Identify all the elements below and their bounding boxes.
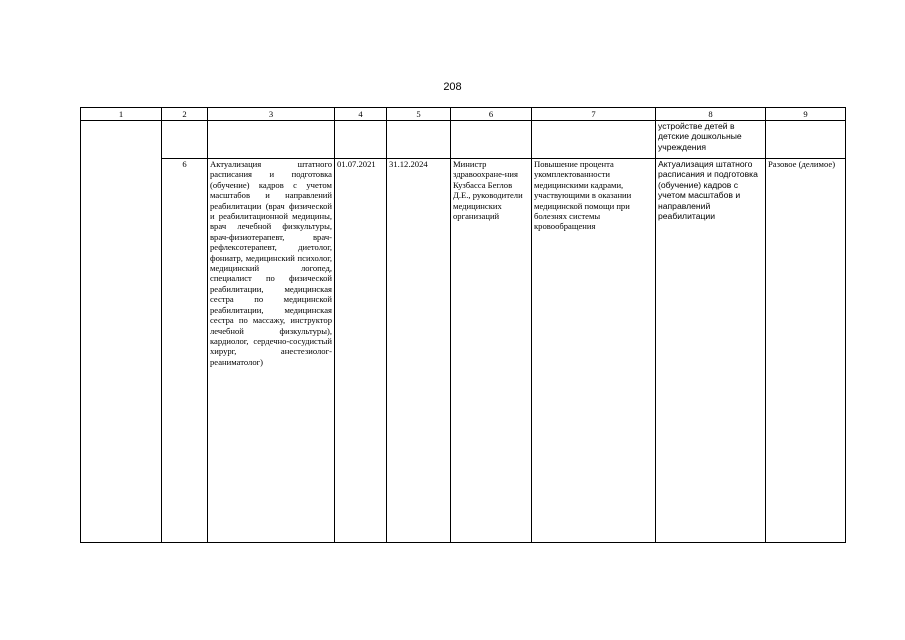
item-number: 6 [162,159,208,543]
frequency: Разовое (делимое) [766,159,846,543]
table-cell [208,121,335,159]
table-cell [162,121,208,159]
column-number: 4 [335,108,387,121]
start-date: 01.07.2021 [335,159,387,543]
table-row [81,159,846,543]
column-number: 8 [656,108,766,121]
table-cell [81,121,162,543]
table-cell [766,121,846,159]
column-number: 1 [81,108,162,121]
table-cell [387,121,451,159]
column-number: 5 [387,108,451,121]
responsible-persons: Министр здравоохране-ния Кузбасса Беглов Д.Е., руководители медицинских организаций [451,159,532,543]
result-continuation: устройстве детей в детские дошкольные учреждения [656,121,766,159]
result-description: Актуализация штатного расписания и подготовка (обучение) кадров с учетом масштабов и направлений реабилитации [656,159,766,543]
table-cell [451,121,532,159]
column-number: 7 [532,108,656,121]
table-cell [532,121,656,159]
end-date: 31.12.2024 [387,159,451,543]
column-number-row [81,108,846,121]
plan-table [80,107,846,543]
expected-outcome: Повышение процента укомплектованности медицинскими кадрами, участвующими в оказании медицинской помощи при болезнях системы кровообращения [532,159,656,543]
page-number: 208 [443,81,462,93]
column-number: 9 [766,108,846,121]
column-number: 6 [451,108,532,121]
continuation-row [81,121,846,159]
measure-description: Актуализация штатного расписания и подготовка (обучение) кадров с учетом масштабов и направлений реабилитации (врач физической и реабилитационной медицины, врач лечебной физкультуры, врач-физиотерапевт, врач-рефлексотерапевт, диетолог, фониатр, медицинский психолог, медицинский логопед, специалист по физической реабилитации, медицинская сестра по медицинской реабилитации, медицинская сестра по массажу, инструктор лечебной физкультуры), кардиолог, сердечно-сосудистый хирург, анестезиолог-реаниматолог) [208,159,335,543]
column-number: 3 [208,108,335,121]
table-cell [335,121,387,159]
column-number: 2 [162,108,208,121]
